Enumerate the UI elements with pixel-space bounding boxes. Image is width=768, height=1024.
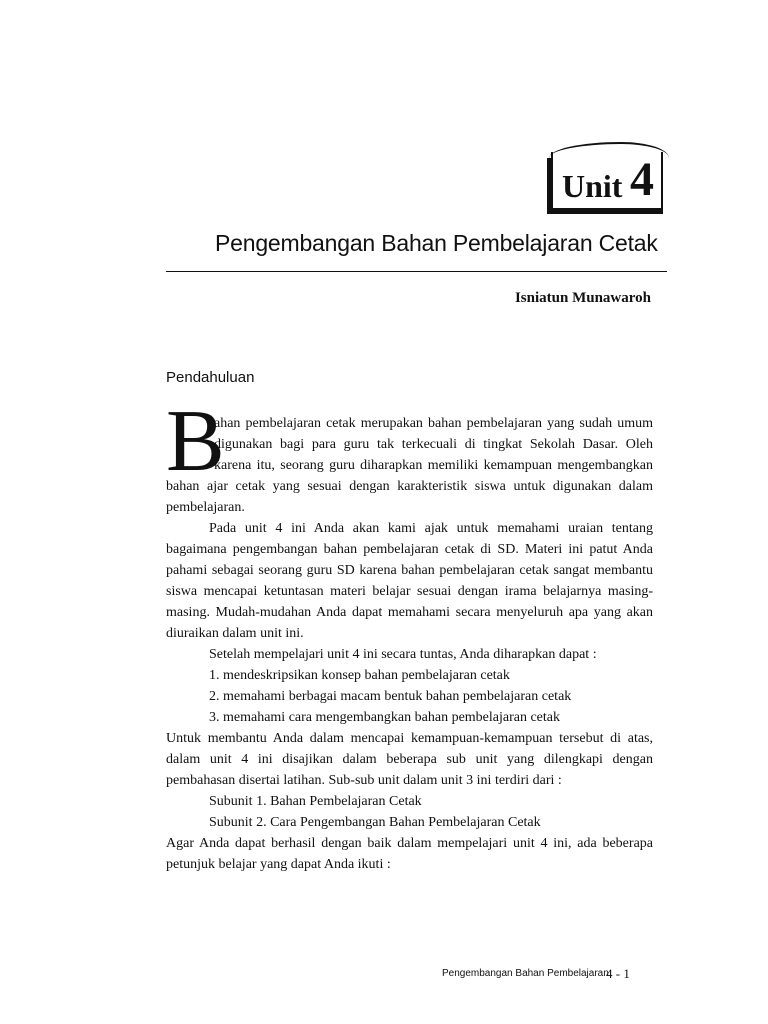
subunit-item: Subunit 2. Cara Pengembangan Bahan Pembelajaran Cetak	[209, 815, 541, 830]
body-line: bahan ajar cetak yang sesuai dengan karakteristik siswa untuk digunakan dalam	[166, 479, 653, 494]
body-line: bagaimana pengembangan bahan pembelajaran cetak di SD. Materi ini patut Anda	[166, 542, 653, 557]
objective-item: 1. mendeskripsikan konsep bahan pembelajaran cetak	[209, 668, 510, 683]
body-line: Untuk membantu Anda dalam mencapai kemampuan-kemampuan tersebut di atas,	[166, 731, 653, 746]
footer-running-title: Pengembangan Bahan Pembelajaran	[442, 968, 609, 979]
body-line: karena itu, seorang guru diharapkan memiliki kemampuan mengembangkan	[214, 458, 653, 473]
title-divider	[166, 271, 667, 272]
body-line: Pada unit 4 ini Anda akan kami ajak untuk memahami uraian tentang	[209, 521, 653, 536]
objective-item: 2. memahami berbagai macam bentuk bahan pembelajaran cetak	[209, 689, 572, 704]
body-line: Agar Anda dapat berhasil dengan baik dalam mempelajari unit 4 ini, ada beberapa	[166, 836, 653, 851]
page-number: 4 - 1	[606, 966, 630, 981]
objective-item: 3. memahami cara mengembangkan bahan pembelajaran cetak	[209, 710, 560, 725]
section-heading: Pendahuluan	[166, 369, 255, 386]
body-line: petunjuk belajar yang dapat Anda ikuti :	[166, 857, 391, 872]
unit-number: 4	[630, 153, 654, 206]
author-name: Isniatun Munawaroh	[514, 290, 651, 306]
subunit-item: Subunit 1. Bahan Pembelajaran Cetak	[209, 794, 422, 809]
body-line: siswa mencapai ketuntasan materi belajar sesuai dengan irama belajarnya masing-	[166, 584, 653, 599]
unit-label: Unit	[562, 168, 623, 204]
body-line: Setelah mempelajari unit 4 ini secara tuntas, Anda diharapkan dapat :	[209, 647, 597, 662]
body-line: masing. Mudah-mudahan Anda dapat memahami secara menyeluruh apa yang akan	[166, 605, 653, 620]
body-line: pembelajaran.	[166, 500, 245, 515]
body-line: ahan pembelajaran cetak merupakan bahan pembelajaran yang sudah umum	[214, 416, 653, 431]
body-line: dalam unit 4 ini disajikan dalam beberapa sub unit yang dilengkapi dengan	[166, 752, 653, 767]
drop-cap: B	[166, 393, 225, 490]
body-line: pahami sebagai seorang guru SD karena bahan pembelajaran cetak sangat membantu	[166, 563, 653, 578]
body-line: digunakan bagi para guru tak terkecuali di tingkat Sekolah Dasar. Oleh	[214, 437, 653, 452]
body-line: diuraikan dalam unit ini.	[166, 626, 304, 641]
chapter-title: Pengembangan Bahan Pembelajaran Cetak	[215, 230, 658, 256]
body-line: pembahasan disertai latihan. Sub-sub unit dalam unit 3 ini terdiri dari :	[166, 773, 562, 788]
